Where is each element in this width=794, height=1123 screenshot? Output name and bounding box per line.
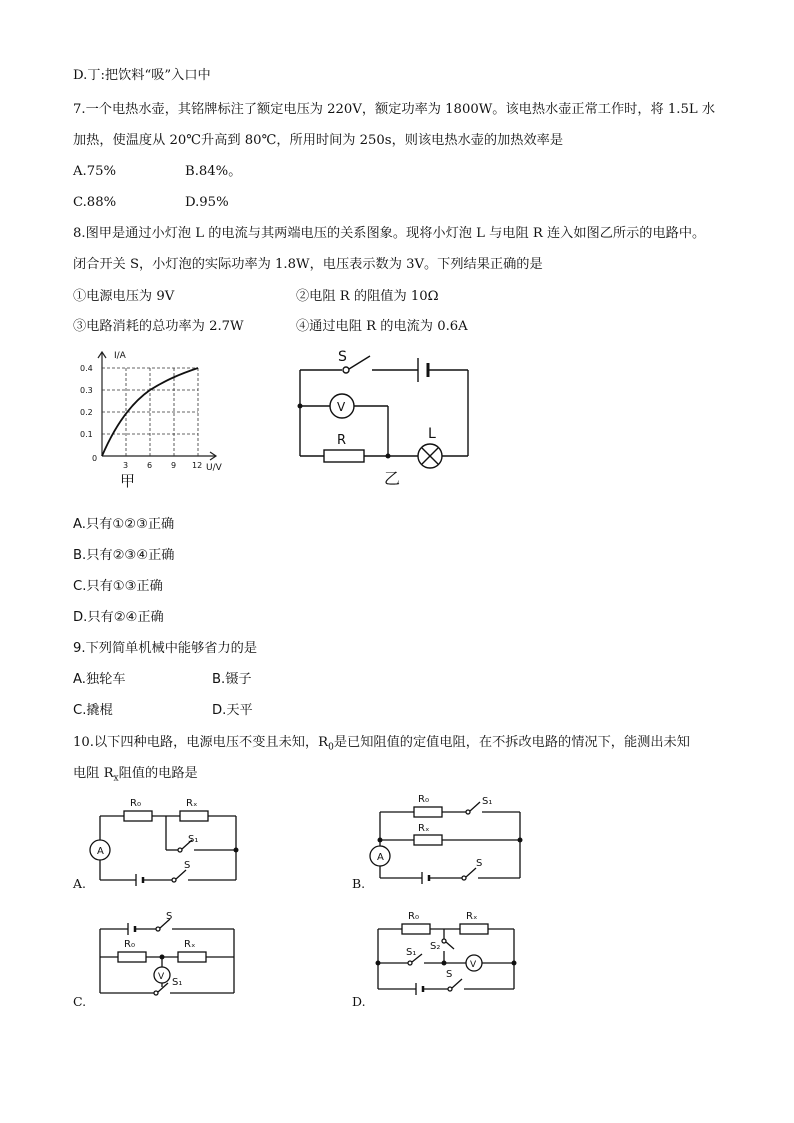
q10b-s1-label: S₁ [482,796,493,807]
q8-switch-label: S [338,349,347,365]
q10-circuit-a [88,790,248,890]
q10d-s2-label: S₂ [430,941,441,952]
q10-stem-part: 10.以下四种电路，电源电压不变且未知，R [73,735,329,750]
q10d-s-label: S [446,969,453,980]
q8-resistor-label: R [337,433,347,448]
q8-stem-line1: 8.图甲是通过小灯泡 L 的电流与其两端电压的关系图象。现将小灯泡 L 与电阻 R 连入如图乙所示的电路中。 [73,226,706,241]
q10d-rx-label: Rₓ [466,911,478,922]
q10d-voltmeter-label: V [470,960,477,970]
q10d-r0-label: R₀ [408,911,419,922]
q10-stem-sub: 0 [328,742,334,753]
q8-x-tick: 3 [123,461,129,470]
q9-option-c: C.撬棍 [73,703,113,718]
q10b-rx-label: Rₓ [418,823,430,834]
q7-option-b: B.84%。 [185,164,242,179]
q8-statement-2: ②电阻 R 的阻值为 10Ω [296,289,439,304]
q8-y-tick: 0.4 [80,364,93,373]
q10-option-a: A. [73,876,87,891]
q10-option-d: D. [352,994,366,1009]
q10c-s1-label: S₁ [172,977,183,988]
q8-x-tick: 12 [192,461,203,470]
q8-option-c: C.只有①③正确 [73,579,163,594]
q8-graph-x-label: U/V [206,463,222,473]
q10-circuit-d [366,905,536,1005]
q10c-s-label: S [166,911,173,922]
q10-stem-sub: x [113,773,119,784]
q8-graph-y-label: I/A [114,351,126,361]
q10a-rx-label: Rₓ [186,798,198,809]
q10c-rx-label: Rₓ [184,939,196,950]
q10-stem-part: 电阻 R [73,766,114,781]
q9-option-a: A.独轮车 [73,672,126,687]
q7-option-a: A.75% [73,164,117,179]
q8-x-tick: 9 [171,461,177,470]
q10-circuit-c [88,905,248,1005]
q10b-s-label: S [476,858,483,869]
q8-origin: 0 [92,454,98,463]
q7-stem-line1: 7.一个电热水壶，其铭牌标注了额定电压为 220V，额定功率为 1800W。该电热水壶正常工作时，将 1.5L 水 [73,102,716,117]
q8-y-tick: 0.2 [80,408,93,417]
q8-option-a: A.只有①②③正确 [73,517,175,532]
q10a-r0-label: R₀ [130,798,141,809]
q6-option-d: D.丁:把饮料“吸”入口中 [73,68,211,83]
q10b-r0-label: R₀ [418,794,429,805]
q10-stem-line2 [73,765,198,788]
q10-stem-part: 是已知阻值的定值电阻，在不拆改电路的情况下，能测出未知 [333,735,690,750]
q10a-s-label: S [184,860,191,871]
q8-statement-3: ③电路消耗的总功率为 2.7W [73,319,244,334]
q10-option-b: B. [352,876,366,891]
q10d-s1-label: S₁ [406,947,417,958]
q8-y-tick: 0.3 [80,386,93,395]
q10b-ammeter-label: A [377,852,384,863]
q8-option-b: B.只有②③④正确 [73,548,175,563]
q8-voltmeter-label: V [337,400,346,414]
q10c-r0-label: R₀ [124,939,135,950]
q7-option-c: C.88% [73,195,117,210]
q8-circuit-caption: 乙 [384,469,401,488]
q10-circuit-b [366,790,536,890]
q10c-voltmeter-label: V [158,972,165,982]
q8-option-d: D.只有②④正确 [73,610,164,625]
q8-circuit-yi [290,346,480,496]
q8-y-tick: 0.1 [80,430,93,439]
q8-x-tick: 6 [147,461,153,470]
q10-option-c: C. [73,994,87,1009]
q10a-s1-label: S₁ [188,834,199,845]
q10-stem-line1 [73,734,690,757]
q9-option-b: B.镊子 [212,672,252,687]
q9-stem: 9.下列简单机械中能够省力的是 [73,641,258,656]
q8-graph-jia [70,346,230,496]
q7-stem-line2: 加热，使温度从 20℃升高到 80℃，所用时间为 250s，则该电热水壶的加热效率是 [73,133,564,148]
q8-graph-caption: 甲 [120,472,136,490]
q10a-ammeter-label: A [97,846,104,857]
q8-statement-4: ④通过电阻 R 的电流为 0.6A [296,319,468,334]
q8-lamp-label: L [428,426,436,442]
q9-option-d: D.天平 [212,703,253,718]
q8-stem-line2: 闭合开关 S，小灯泡的实际功率为 1.8W，电压表示数为 3V。下列结果正确的是 [73,257,543,272]
q10-stem-part: 阻值的电路是 [118,766,198,781]
q7-option-d: D.95% [185,195,229,210]
q8-statement-1: ①电源电压为 9V [73,289,175,304]
